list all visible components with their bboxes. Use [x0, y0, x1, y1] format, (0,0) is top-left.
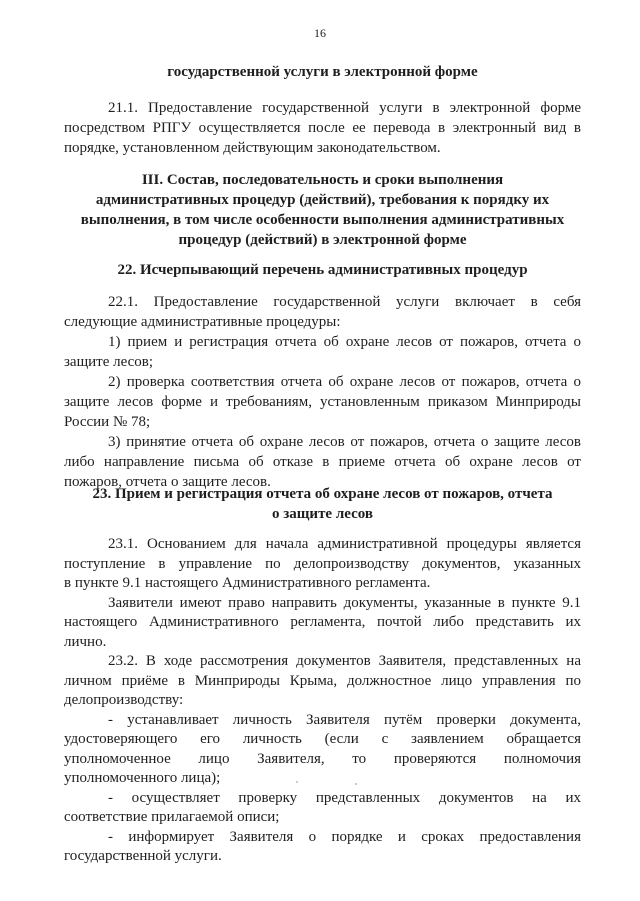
heading-line: 22. Исчерпывающий перечень административных процедур [117, 262, 528, 278]
paragraph-last-line: государственной услуги. [64, 848, 222, 864]
paragraph-last-line: пожаров, отчета о защите лесов. [64, 474, 271, 490]
paragraph-line: поступление в управление по делопроизводству документов, указанных [64, 555, 581, 572]
paragraph-first-line: - осуществляет проверку представленных документов на их [108, 789, 581, 806]
paragraph-line: посредством РПГУ осуществляется после ее перевода в электронный вид в [64, 120, 581, 136]
paragraph-first-line: - информирует Заявителя о порядке и сроках предоставления [108, 828, 581, 845]
paragraph-first-line: 23.1. Основанием для начала административной процедуры является [108, 536, 581, 552]
paragraph-last-line: уполномоченного лица); [64, 770, 221, 786]
heading-line: 23. Прием и регистрация отчета об охране лесов от пожаров, отчета [92, 486, 553, 502]
heading-line: III. Состав, последовательность и сроки выполнения [141, 172, 504, 188]
paragraph-first-line: 21.1. Предоставление государственной услуги в электронной форме [108, 100, 581, 116]
paragraph-first-line: 3) принятие отчета об охране лесов от пожаров, отчета о защите лесов [108, 434, 581, 450]
paragraph-last-line: в пункте 9.1 настоящего Административного регламента. [64, 575, 431, 591]
paragraph-first-line: 2) проверка соответствия отчета об охране лесов от пожаров, отчета о [108, 374, 581, 390]
paragraph-last-line: следующие административные процедуры: [64, 314, 341, 330]
heading-line: государственной услуги в электронной форме [167, 64, 478, 80]
heading-line: о защите лесов [271, 506, 373, 522]
paragraph-last-line: России № 78; [64, 414, 151, 430]
paragraph-first-line: 1) прием и регистрация отчета об охране лесов от пожаров, отчета о [108, 334, 581, 350]
paragraph-line: личном приёме в Минприроды Крыма, должностное лицо управления по [64, 672, 581, 689]
paragraph-first-line: 22.1. Предоставление государственной услуги включает в себя [108, 294, 581, 310]
paragraph-last-line: защите лесов; [64, 354, 154, 370]
paragraph-line: удостоверяющего его личность (если с заявлением обращается [64, 731, 581, 747]
paragraph-last-line: соответствие прилагаемой описи; [64, 809, 280, 825]
paragraph-last-line: лично. [64, 633, 107, 650]
paragraph-last-line: порядке, установленном действующим законодательством. [64, 140, 441, 156]
paragraph-first-line: Заявители имеют право направить документы, указанные в пункте 9.1 [108, 594, 581, 611]
paragraph-first-line: 23.2. В ходе рассмотрения документов Заявителя, представленных на [108, 653, 581, 669]
paragraph-line: настоящего Административного регламента, почтой либо представить их [64, 614, 581, 630]
heading-line: процедур (действий) в электронной форме [178, 232, 467, 248]
paragraph-line: уполномоченное лицо Заявителя, то проверяются полномочия [64, 750, 581, 767]
paragraph-line: защите лесов форме и требованиям, установленным приказом Минприроды [64, 394, 581, 410]
paragraph-first-line: - устанавливает личность Заявителя путём проверки документа, [108, 711, 581, 728]
paragraph-line: либо направление письма об отказе в приеме отчета об охране лесов от [64, 454, 581, 470]
heading-line: административных процедур (действий), требования к порядку их [95, 192, 550, 208]
paragraph-last-line: делопроизводству: [64, 692, 184, 708]
heading-line: выполнения, в том числе особенности выполнения административных [80, 212, 565, 228]
page-number: 16 [314, 26, 326, 40]
